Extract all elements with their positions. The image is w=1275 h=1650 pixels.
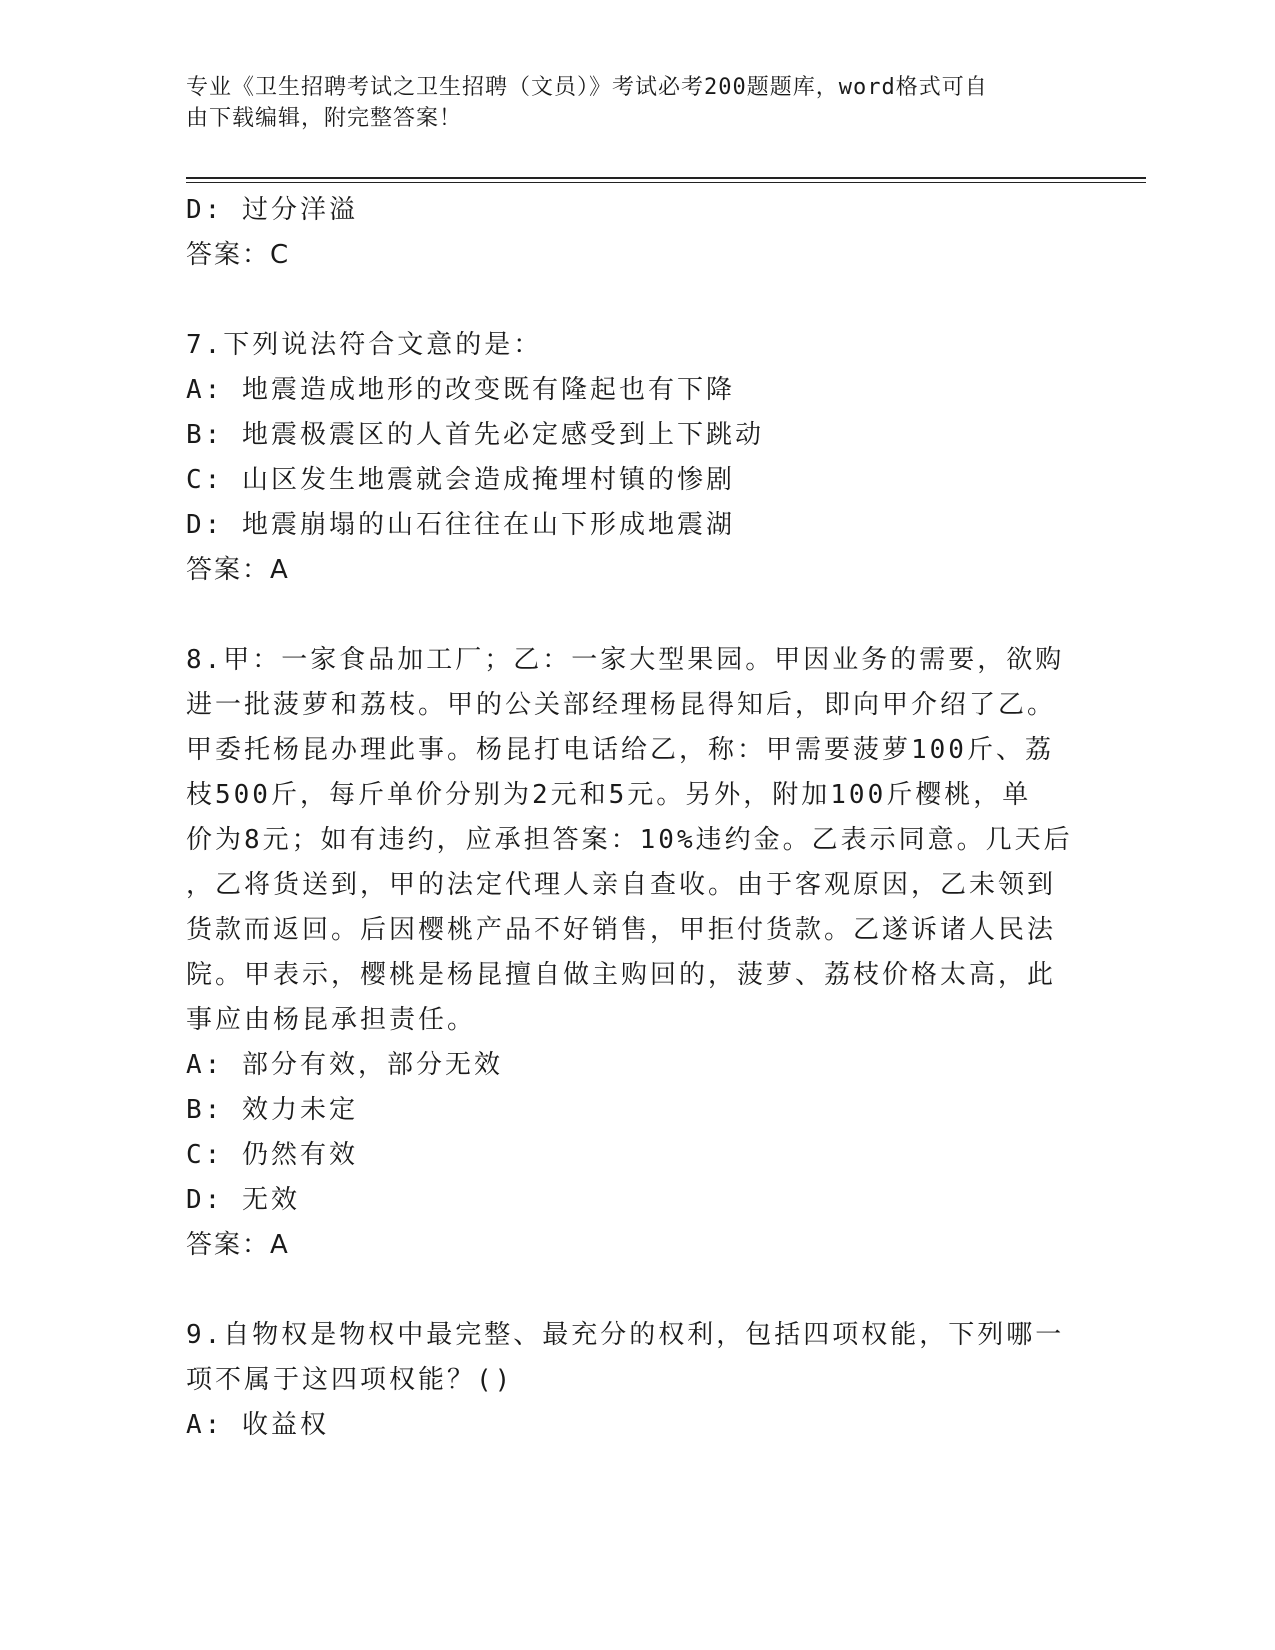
question-8-stem-line: 货款而返回。后因樱桃产品不好销售，甲拒付货款。乙遂诉诸人民法	[186, 915, 1057, 945]
header-line-2: 由下载编辑，附完整答案！	[186, 106, 463, 131]
spacer	[186, 593, 1066, 638]
question-7-answer: 答案：A	[186, 555, 290, 585]
question-9-stem-line: 9.自物权是物权中最完整、最充分的权利，包括四项权能，下列哪一	[186, 1320, 1065, 1350]
header-line-1: 专业《卫生招聘考试之卫生招聘（文员）》考试必考200题题库，word格式可自	[186, 75, 988, 100]
header-rule-thick	[186, 177, 1146, 179]
spacer	[186, 1268, 1066, 1313]
question-8-stem-line: 8.甲：一家食品加工厂；乙：一家大型果园。甲因业务的需要，欲购	[186, 645, 1065, 675]
question-8-stem-line: 院。甲表示，樱桃是杨昆擅自做主购回的，菠萝、荔枝价格太高，此	[186, 960, 1057, 990]
question-7-option-b: B: 地震极震区的人首先必定感受到上下跳动	[186, 420, 764, 450]
question-9-option-a: A: 收益权	[186, 1410, 329, 1440]
question-7-option-c: C: 山区发生地震就会造成掩埋村镇的惨剧	[186, 465, 735, 495]
question-9-stem-line: 项不属于这四项权能？()	[186, 1365, 514, 1395]
question-7-option-d: D: 地震崩塌的山石往往在山下形成地震湖	[186, 510, 735, 540]
header-rule-thin	[186, 182, 1146, 183]
question-8-stem-line: 枝500斤，每斤单价分别为2元和5元。另外，附加100斤樱桃，单	[186, 780, 1032, 810]
question-8-answer: 答案：A	[186, 1230, 290, 1260]
question-8-option-a: A: 部分有效，部分无效	[186, 1050, 503, 1080]
question-7-stem: 7.下列说法符合文意的是：	[186, 330, 543, 360]
document-body	[186, 188, 1073, 1448]
spacer	[186, 278, 1066, 323]
document-header	[186, 72, 1066, 134]
question-8-stem-line: 进一批菠萝和荔枝。甲的公关部经理杨昆得知后，即向甲介绍了乙。	[186, 690, 1057, 720]
question-8-stem-line: 事应由杨昆承担责任。	[186, 1005, 477, 1035]
question-8-stem-line: 价为8元；如有违约，应承担答案：10%违约金。乙表示同意。几天后	[186, 825, 1073, 855]
option-d: D: 过分洋溢	[186, 195, 358, 225]
question-8-stem-line: 甲委托杨昆办理此事。杨昆打电话给乙，称：甲需要菠萝100斤、荔	[186, 735, 1054, 765]
answer-line: 答案：C	[186, 240, 291, 270]
question-8-option-d: D: 无效	[186, 1185, 300, 1215]
question-8-stem-line: ，乙将货送到，甲的法定代理人亲自查收。由于客观原因，乙未领到	[186, 870, 1057, 900]
question-8-option-b: B: 效力未定	[186, 1095, 358, 1125]
question-7-option-a: A: 地震造成地形的改变既有隆起也有下降	[186, 375, 735, 405]
question-8-option-c: C: 仍然有效	[186, 1140, 358, 1170]
